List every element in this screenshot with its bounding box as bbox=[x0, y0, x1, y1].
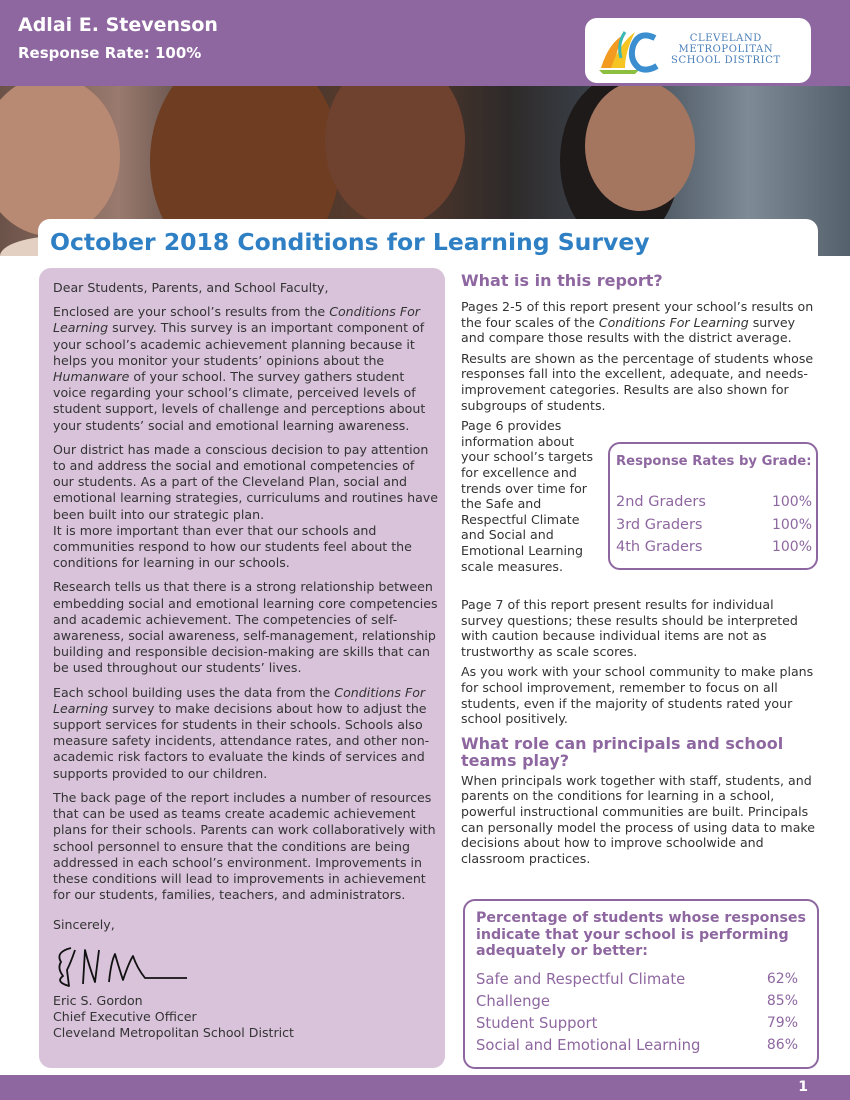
letter-paragraph-4: Each school building uses the data from the Conditions For Learning survey to make decisions about how to adjust the support services for students in their schools. Schools also measure safety incidents, attendance rates, and other non-academic risk factors to evaluate the kinds of services and supports provided to our children. bbox=[53, 684, 430, 781]
grade-box-title: Response Rates by Grade: bbox=[616, 454, 812, 469]
heading-what-is-in-report: What is in this report? bbox=[461, 271, 663, 290]
signer-title: Chief Executive Officer bbox=[53, 1008, 197, 1024]
school-name: Adlai E. Stevenson bbox=[18, 14, 218, 36]
report-paragraph-3: Page 6 provides information about your school’s targets for excellence and trends over time for the Safe and Respectful Climate and Social and Emotional Learning scale measures. bbox=[461, 418, 594, 574]
student-face-1 bbox=[0, 86, 120, 236]
performance-value: 86% bbox=[766, 1037, 798, 1053]
report-paragraph-2: Results are shown as the percentage of students whose responses fall into the excellent, adequate, and needs-improvement categories. Results are also shown for subgroups of students. bbox=[461, 350, 814, 413]
performance-value: 62% bbox=[766, 971, 798, 987]
letter-paragraph-1: Enclosed are your school’s results from the Conditions For Learning survey. This survey is an important component of your school’s academic achievement planning because it helps you monitor your students’ opinions about the Humanware of your school. The survey gathers student voice regarding your school’s climate, perceived levels of student support, levels of challenge and perceptions about your students’ social and emotional learning awareness. bbox=[53, 304, 426, 433]
grade-value: 100% bbox=[771, 494, 812, 510]
header-band bbox=[0, 0, 850, 86]
student-face-3 bbox=[585, 86, 695, 211]
grade-row bbox=[616, 494, 812, 510]
grade-row bbox=[616, 539, 812, 555]
performance-box bbox=[463, 899, 819, 1069]
student-face-2 bbox=[325, 86, 465, 226]
grade-label: 2nd Graders bbox=[616, 494, 706, 510]
grade-value: 100% bbox=[771, 517, 812, 533]
district-logo-text bbox=[671, 33, 781, 66]
performance-label: Safe and Respectful Climate bbox=[476, 971, 686, 988]
letter-paragraph-2: Our district has made a conscious decision to pay attention to and address the social and emotional competencies of our students. As a part of the Cleveland Plan, social and emotional learning strategies, curriculums and routines have been built into our strategic plan. It is more important than ever that our schools and communities respond to how our students feel about the conditions for learning in our schools. bbox=[53, 441, 439, 571]
grade-label: 3rd Graders bbox=[616, 517, 703, 533]
response-rate bbox=[18, 44, 201, 62]
response-rate-value: 100% bbox=[154, 44, 202, 62]
letter-greeting: Dear Students, Parents, and School Faculty, bbox=[53, 280, 329, 295]
performance-value: 85% bbox=[766, 993, 798, 1009]
performance-row bbox=[476, 993, 798, 1010]
grade-response-box bbox=[608, 442, 818, 570]
performance-value: 79% bbox=[766, 1015, 798, 1031]
performance-row bbox=[476, 1015, 798, 1032]
footer-band bbox=[0, 1075, 850, 1100]
report-section-bottom bbox=[461, 597, 816, 871]
heading-principals-role: What role can principals and school teams play? bbox=[461, 733, 784, 770]
page-number: 1 bbox=[798, 1079, 808, 1095]
grade-value: 100% bbox=[771, 539, 812, 555]
letter-body bbox=[53, 280, 438, 1041]
performance-label: Student Support bbox=[476, 1015, 598, 1032]
title-tab bbox=[38, 219, 818, 256]
report-paragraph-1: Pages 2-5 of this report present your school’s results on the four scales of the Conditions For Learning survey and compare those results with the district average. bbox=[461, 299, 814, 346]
grade-row bbox=[616, 517, 812, 533]
grade-label: 4th Graders bbox=[616, 539, 703, 555]
signature-image bbox=[53, 942, 193, 992]
logo-line-1: CLEVELAND bbox=[689, 33, 762, 44]
performance-row bbox=[476, 971, 798, 988]
logo-line-2: METROPOLITAN bbox=[678, 44, 774, 55]
report-paragraph-5: As you work with your school community to make plans for school improvement, remember to focus on all students, even if the majority of students rated your school positively. bbox=[461, 664, 814, 727]
letter-panel bbox=[39, 268, 445, 1068]
logo-line-3: SCHOOL DISTRICT bbox=[671, 55, 781, 66]
signer-name: Eric S. Gordon bbox=[53, 992, 143, 1008]
performance-label: Social and Emotional Learning bbox=[476, 1037, 701, 1054]
signer-organization: Cleveland Metropolitan School District bbox=[53, 1024, 294, 1040]
letter-closing: Sincerely, bbox=[53, 917, 115, 933]
performance-label: Challenge bbox=[476, 993, 550, 1010]
performance-box-title: Percentage of students whose responses indicate that your school is performing adequately or better: bbox=[476, 910, 806, 959]
report-paragraph-6: When principals work together with staff, students, and parents on the conditions for learning in a school, powerful instructional communities are built. Principals can personally model the process of using data to make decisions about how to improve schoolwide and classroom practices. bbox=[461, 772, 816, 866]
letter-paragraph-5: The back page of the report includes a number of resources that can be used as teams create academic achievement plans for their schools. Parents can work collaboratively with school personnel to ensure that the conditions are being addressed in each school’s environment. Improvements in these conditions will lead to improvements in achievement for our students, families, teachers, and administrators. bbox=[53, 789, 436, 903]
response-rate-label: Response Rate: bbox=[18, 44, 150, 62]
district-logo bbox=[585, 18, 811, 83]
report-paragraph-4: Page 7 of this report present results for individual survey questions; these results should be interpreted with caution because individual items are not as trustworthy as scale scores. bbox=[461, 597, 798, 659]
page-title: October 2018 Conditions for Learning Survey bbox=[50, 228, 650, 256]
letter-paragraph-3: Research tells us that there is a strong relationship between embedding social and emotional learning core competencies and academic achievement. The competencies of self-awareness, social awareness, self-management, relationship building and responsible decision-making are skills that can be used throughout our students’ lives. bbox=[53, 579, 438, 676]
district-logo-icon bbox=[595, 24, 665, 78]
performance-row bbox=[476, 1037, 798, 1054]
